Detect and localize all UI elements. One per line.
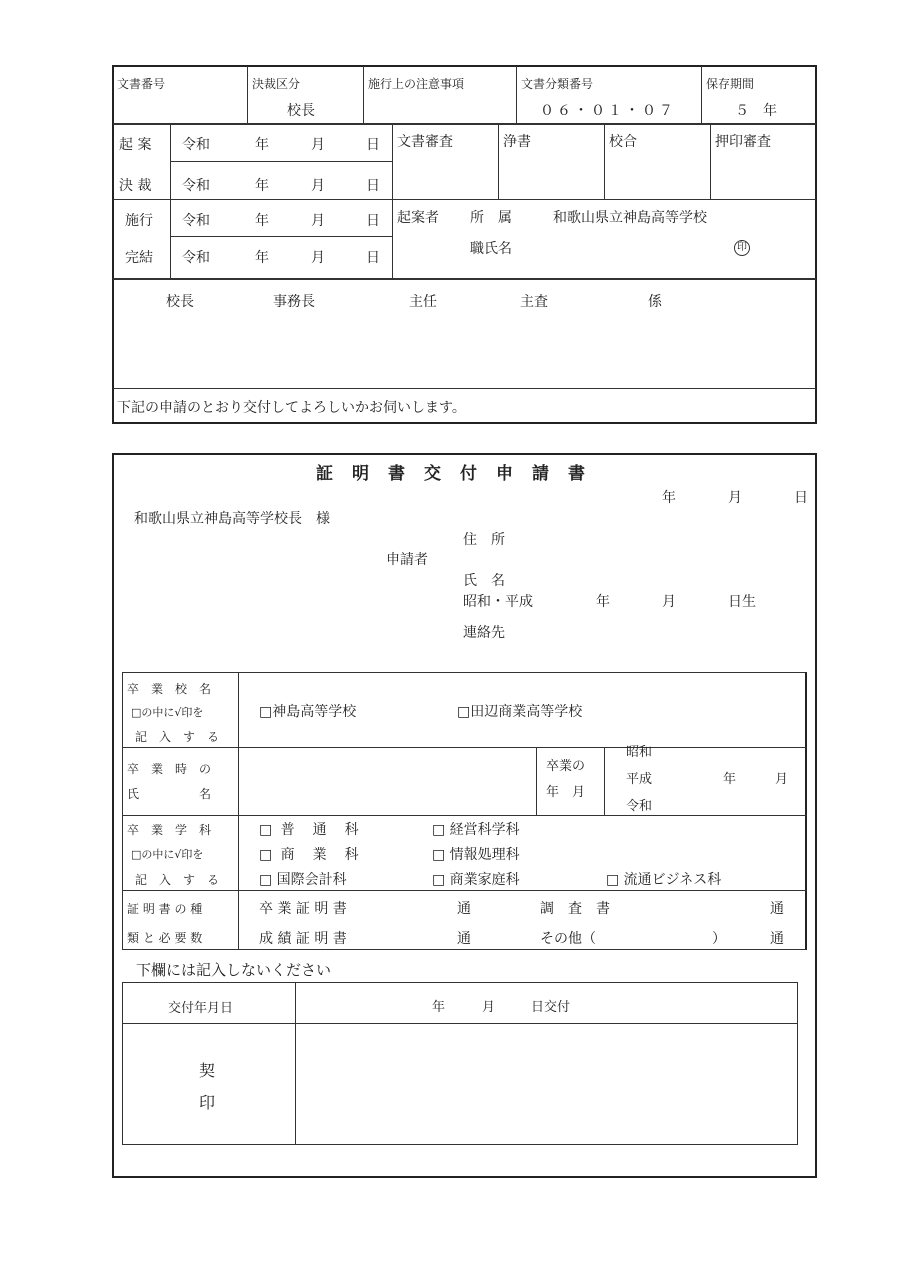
year[interactable]: 年 bbox=[255, 178, 269, 194]
school-label-line1: 卒 業 校 名 bbox=[127, 682, 212, 696]
decision-class-value[interactable]: 校長 bbox=[287, 103, 315, 119]
cert-other: その他（ bbox=[540, 931, 596, 947]
cert-label-line2: 類 と 必 要 数 bbox=[127, 931, 203, 945]
classification-number-label: 文書分類番号 bbox=[521, 77, 594, 91]
application-date-month[interactable]: 月 bbox=[728, 490, 742, 506]
dept-option-distribution-business[interactable]: □ 流通ビジネス科 bbox=[606, 872, 722, 888]
cert-graduation: 卒 業 証 明 書 bbox=[259, 901, 347, 917]
seal-icon: 印 bbox=[734, 240, 750, 256]
address-label: 住 所 bbox=[463, 532, 505, 548]
retention-label: 保存期間 bbox=[706, 77, 755, 91]
era-showa[interactable]: 昭和 bbox=[626, 745, 653, 760]
era: 令和 bbox=[182, 213, 210, 229]
date-row-label: 決 裁 bbox=[119, 178, 152, 194]
cert-label-line1: 証 明 書 の 種 bbox=[127, 902, 203, 916]
application-date-year[interactable]: 年 bbox=[662, 490, 676, 506]
applicant-label: 申請者 bbox=[386, 552, 428, 568]
seal-label-line1: 契 bbox=[199, 1061, 216, 1080]
review-cell-doc-review[interactable]: 文書審査 bbox=[397, 134, 453, 150]
grad-name-label-line2: 氏 名 bbox=[127, 787, 212, 801]
decision-class-label: 決裁区分 bbox=[252, 77, 301, 91]
month[interactable]: 月 bbox=[311, 137, 325, 153]
cert-survey-count-unit[interactable]: 通 bbox=[770, 901, 784, 917]
position-name-label: 職氏名 bbox=[470, 241, 512, 257]
application-date-day[interactable]: 日 bbox=[794, 490, 808, 506]
approval-form bbox=[112, 65, 817, 424]
era-reiwa[interactable]: 令和 bbox=[626, 799, 653, 814]
era-heisei[interactable]: 平成 bbox=[626, 772, 653, 787]
year[interactable]: 年 bbox=[255, 250, 269, 266]
name-label: 氏 名 bbox=[463, 573, 505, 589]
cert-transcript-count-unit[interactable]: 通 bbox=[457, 931, 471, 947]
seal-label-line2: 印 bbox=[199, 1093, 216, 1112]
day[interactable]: 日 bbox=[366, 137, 380, 153]
office-use-note: 下欄には記入しないください bbox=[136, 961, 332, 979]
request-note: 下記の申請のとおり交付してよろしいかお伺いします。 bbox=[117, 400, 466, 416]
grad-month[interactable]: 月 bbox=[775, 772, 789, 787]
school-option-tanabe-shogyo[interactable]: □田辺商業高等学校 bbox=[457, 704, 583, 720]
birth-month[interactable]: 月 bbox=[662, 594, 676, 610]
approver-inspector[interactable]: 主査 bbox=[520, 294, 548, 310]
approver-chief[interactable]: 主任 bbox=[409, 294, 437, 310]
school-label-line2: □の中に√印を bbox=[131, 706, 204, 719]
day[interactable]: 日 bbox=[366, 213, 380, 229]
date-row-label: 施行 bbox=[125, 213, 153, 229]
day[interactable]: 日 bbox=[366, 178, 380, 194]
doc-number-label: 文書番号 bbox=[117, 77, 166, 91]
era: 令和 bbox=[182, 178, 210, 194]
cert-other-count-unit[interactable]: 通 bbox=[770, 931, 784, 947]
approver-principal[interactable]: 校長 bbox=[166, 294, 194, 310]
approver-staff[interactable]: 係 bbox=[648, 294, 662, 310]
dept-option-commerce-home[interactable]: □ 商業家庭科 bbox=[432, 872, 520, 888]
review-cell-proofread[interactable]: 校合 bbox=[609, 134, 637, 150]
cert-other-close-paren: ） bbox=[712, 931, 726, 947]
dept-label-line2: □の中に√印を bbox=[131, 848, 204, 861]
dept-label-line3: 記 入 す る bbox=[135, 873, 220, 887]
day[interactable]: 日 bbox=[366, 250, 380, 266]
era: 令和 bbox=[182, 250, 210, 266]
year[interactable]: 年 bbox=[255, 137, 269, 153]
date-row-label: 起 案 bbox=[119, 137, 152, 153]
school-label-line3: 記 入 す る bbox=[135, 730, 220, 744]
review-cell-clean-copy[interactable]: 浄書 bbox=[503, 134, 531, 150]
enforcement-notes-label: 施行上の注意事項 bbox=[368, 77, 465, 91]
contact-label: 連絡先 bbox=[463, 625, 505, 641]
grad-year[interactable]: 年 bbox=[723, 772, 737, 787]
drafter-label: 起案者 bbox=[397, 210, 439, 226]
cert-transcript: 成 績 証 明 書 bbox=[259, 931, 347, 947]
issue-date-label: 交付年月日 bbox=[168, 1001, 234, 1016]
dept-option-info-processing[interactable]: □ 情報処理科 bbox=[432, 847, 520, 863]
seal-area[interactable] bbox=[297, 1025, 797, 1144]
era: 令和 bbox=[182, 137, 210, 153]
birth-era: 昭和・平成 bbox=[463, 594, 533, 610]
issue-date-day[interactable]: 日交付 bbox=[531, 1000, 571, 1015]
school-option-kamishima[interactable]: □神島高等学校 bbox=[259, 704, 357, 720]
month[interactable]: 月 bbox=[311, 213, 325, 229]
affiliation-label: 所 属 bbox=[470, 210, 512, 226]
issue-date-year[interactable]: 年 bbox=[432, 1000, 446, 1015]
grad-date-label-line2: 年 月 bbox=[546, 785, 586, 800]
classification-number-value[interactable]: ０６・０１・０７ bbox=[540, 103, 676, 119]
dept-option-general[interactable]: □ 普 通 科 bbox=[259, 822, 361, 838]
issue-date-month[interactable]: 月 bbox=[482, 1000, 496, 1015]
addressee: 和歌山県立神島高等学校長 様 bbox=[134, 511, 330, 527]
approver-office-manager[interactable]: 事務長 bbox=[273, 294, 315, 310]
grad-name-label-line1: 卒 業 時 の bbox=[127, 762, 212, 776]
year[interactable]: 年 bbox=[255, 213, 269, 229]
grad-name-input[interactable] bbox=[240, 749, 535, 814]
grad-date-label-line1: 卒業の bbox=[546, 759, 586, 774]
birth-year[interactable]: 年 bbox=[596, 594, 610, 610]
dept-option-intl-accounting[interactable]: □ 国際会計科 bbox=[259, 872, 347, 888]
cert-graduation-count-unit[interactable]: 通 bbox=[457, 901, 471, 917]
date-row-label: 完結 bbox=[125, 250, 153, 266]
retention-value[interactable]: ５ 年 bbox=[735, 103, 777, 119]
dept-option-commerce[interactable]: □ 商 業 科 bbox=[259, 847, 361, 863]
cert-survey: 調 査 書 bbox=[540, 901, 610, 917]
dept-label-line1: 卒 業 学 科 bbox=[127, 823, 212, 837]
dept-option-management-science[interactable]: □ 経営科学科 bbox=[432, 822, 520, 838]
month[interactable]: 月 bbox=[311, 250, 325, 266]
review-cell-seal-review[interactable]: 押印審査 bbox=[715, 134, 771, 150]
form-title: 証明書交付申請書 bbox=[316, 464, 604, 484]
month[interactable]: 月 bbox=[311, 178, 325, 194]
affiliation-value: 和歌山県立神島高等学校 bbox=[553, 210, 707, 226]
birth-day[interactable]: 日生 bbox=[728, 594, 756, 610]
